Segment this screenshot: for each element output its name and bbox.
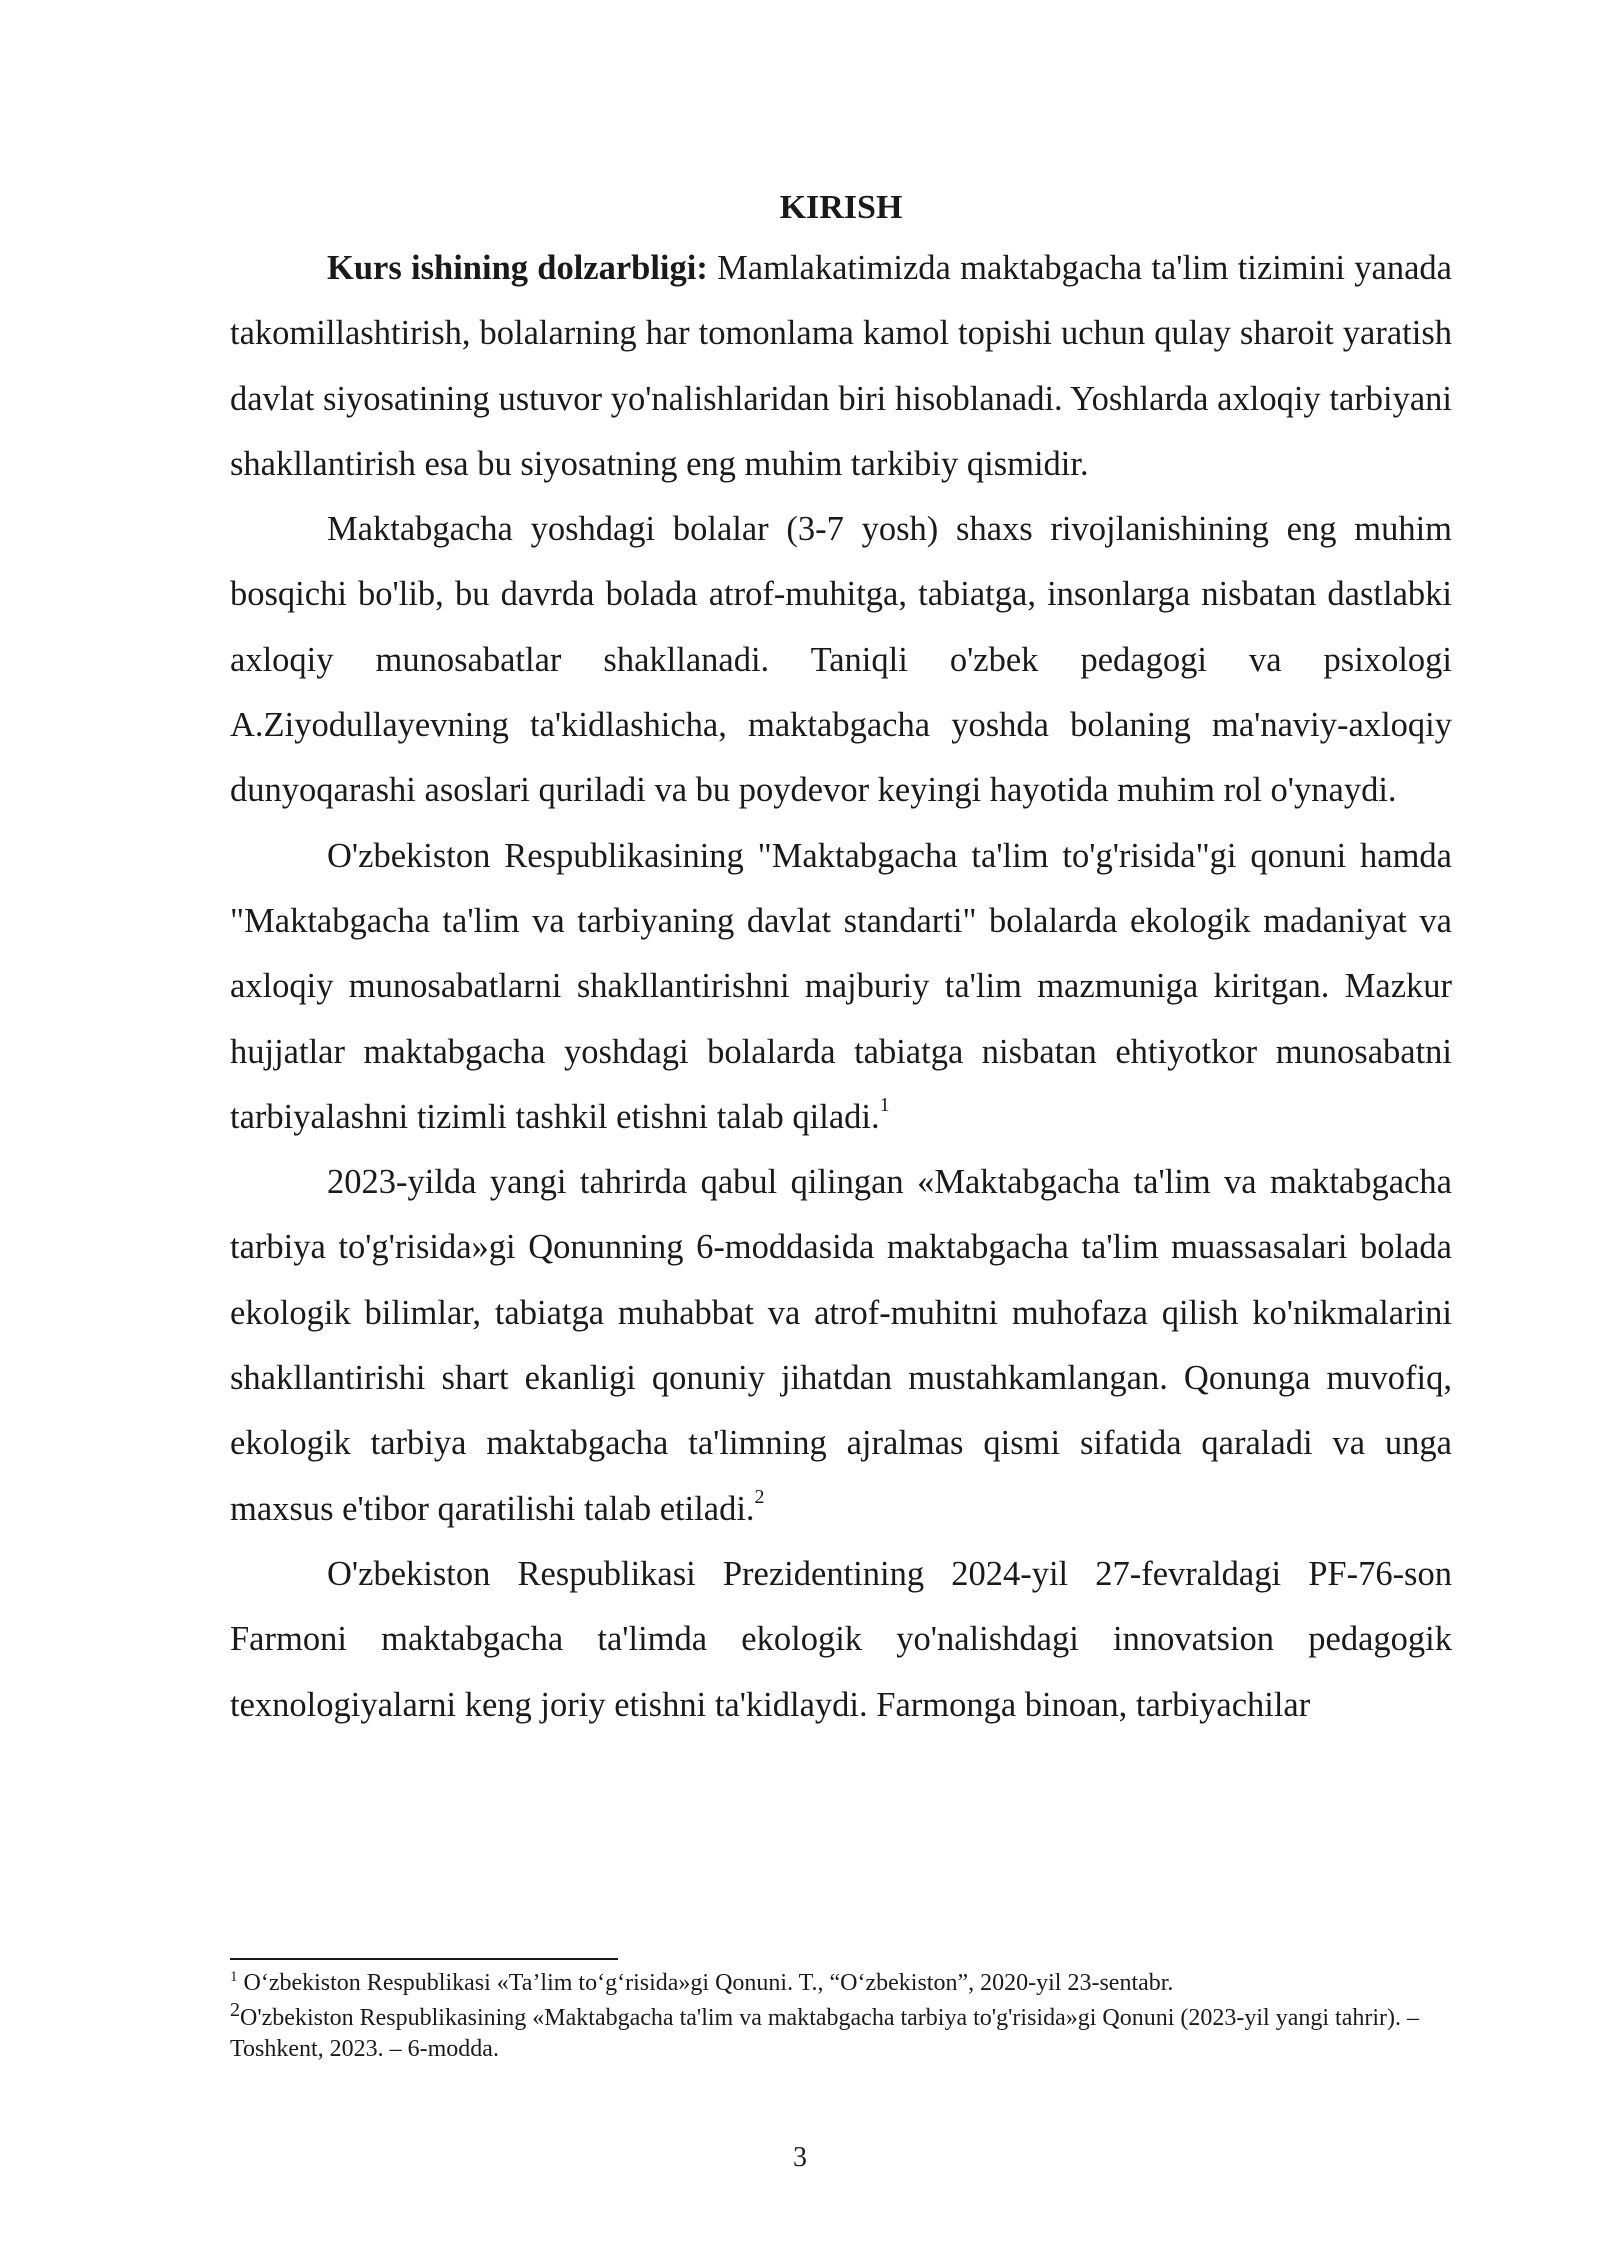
footnote-text: O‘zbekiston Respublikasi «Ta’lim to‘g‘risida»gi Qonuni. T., “O‘zbekiston”, 2020-yil 23-sentabr. [237, 1970, 1174, 1996]
paragraph-lead: Kurs ishining dolzarbligi: [327, 249, 708, 287]
footnote-divider [230, 1958, 618, 1960]
paragraph-preschool-age [230, 497, 1452, 823]
paragraph-text: 2023-yilda yangi tahrirda qabul qilingan «Maktabgacha ta'lim va maktabgacha tarbiya to'g'risida»gi Qonunning 6-moddasida maktabgacha ta'lim muassasalari bolada ekologik bilimlar, tabiatga muhabbat va atrof-muhitni muhofaza qilish ko'nikmalarini shakllantirishi shart ekanligi qonuniy jihatdan mustahkamlangan. Qonunga muvofiq, ekologik tarbiya maktabgacha ta'limning ajralmas qismi sifatida qaraladi va unga maxsus e'tibor qaratilishi talab etiladi. [230, 1163, 1452, 1528]
section-heading: KIRISH [779, 189, 903, 226]
footnote-item [230, 1999, 1452, 2065]
footnote-item [230, 1968, 1452, 1999]
footnote-mark: 2 [230, 1999, 240, 2021]
footnote-ref[interactable]: 2 [754, 1486, 765, 1509]
footnote-ref[interactable]: 1 [879, 1094, 890, 1117]
paragraph-text: O'zbekiston Respublikasi Prezidentining 2024-yil 27-fevraldagi PF-76-son Farmoni maktabgacha ta'limda ekologik yo'nalishdagi innovatsion pedagogik texnologiyalarni keng joriy etishni ta'kidlaydi. Farmonga binoan, tarbiyachilar [230, 1554, 1452, 1724]
paragraph-text: Mamlakatimizda maktabgacha ta'lim tizimini yanada takomillashtirish, bolalarning har tomonlama kamol topishi uchun qulay sharoit yaratish davlat siyosatining ustuvor yo'nalishlaridan biri hisoblanadi. Yoshlarda axloqiy tarbiyani shakllantirish esa bu siyosatning eng muhim tarkibiy qismidir. [230, 249, 1452, 483]
paragraph-text: Maktabgacha yoshdagi bolalar (3-7 yosh) shaxs rivojlanishining eng muhim bosqichi bo'lib, bu davrda bolada atrof-muhitga, tabiatga, insonlarga nisbatan dastlabki axloqiy munosabatlar shakllanadi. Taniqli o'zbek pedagogi va psixologi A.Ziyodullayevning ta'kidlashicha, maktabgacha yoshda bolaning ma'naviy-axloqiy dunyoqarashi asoslari quriladi va bu poydevor keyingi hayotida muhim rol o'ynaydi. [230, 510, 1452, 810]
footnote-text: O'zbekiston Respublikasining «Maktabgacha ta'lim va maktabgacha tarbiya to'g'risida»gi Qonuni (2023-yil yangi tahrir). – Toshkent, 2023. – 6-modda. [230, 2005, 1420, 2062]
footnotes [230, 1968, 1452, 2069]
main-text [230, 188, 1452, 1738]
paragraph-2023-law [230, 1150, 1452, 1542]
paragraph-decree [230, 1542, 1452, 1738]
paragraph-law [230, 824, 1452, 1150]
page-number: 3 [793, 2142, 807, 2173]
paragraph-relevance [230, 236, 1452, 497]
paragraph-text: O'zbekiston Respublikasining "Maktabgacha ta'lim to'g'risida"gi qonuni hamda "Maktabgacha ta'lim va tarbiyaning davlat standarti" bolalarda ekologik madaniyat va axloqiy munosabatlarni shakllantirishni majburiy ta'lim mazmuniga kiritgan. Mazkur hujjatlar maktabgacha yoshdagi bolalarda tabiatga nisbatan ehtiyotkor munosabatni tarbiyalashni tizimli tashkil etishni talab qiladi. [230, 836, 1452, 1136]
footnote-mark: 1 [230, 1969, 238, 1985]
